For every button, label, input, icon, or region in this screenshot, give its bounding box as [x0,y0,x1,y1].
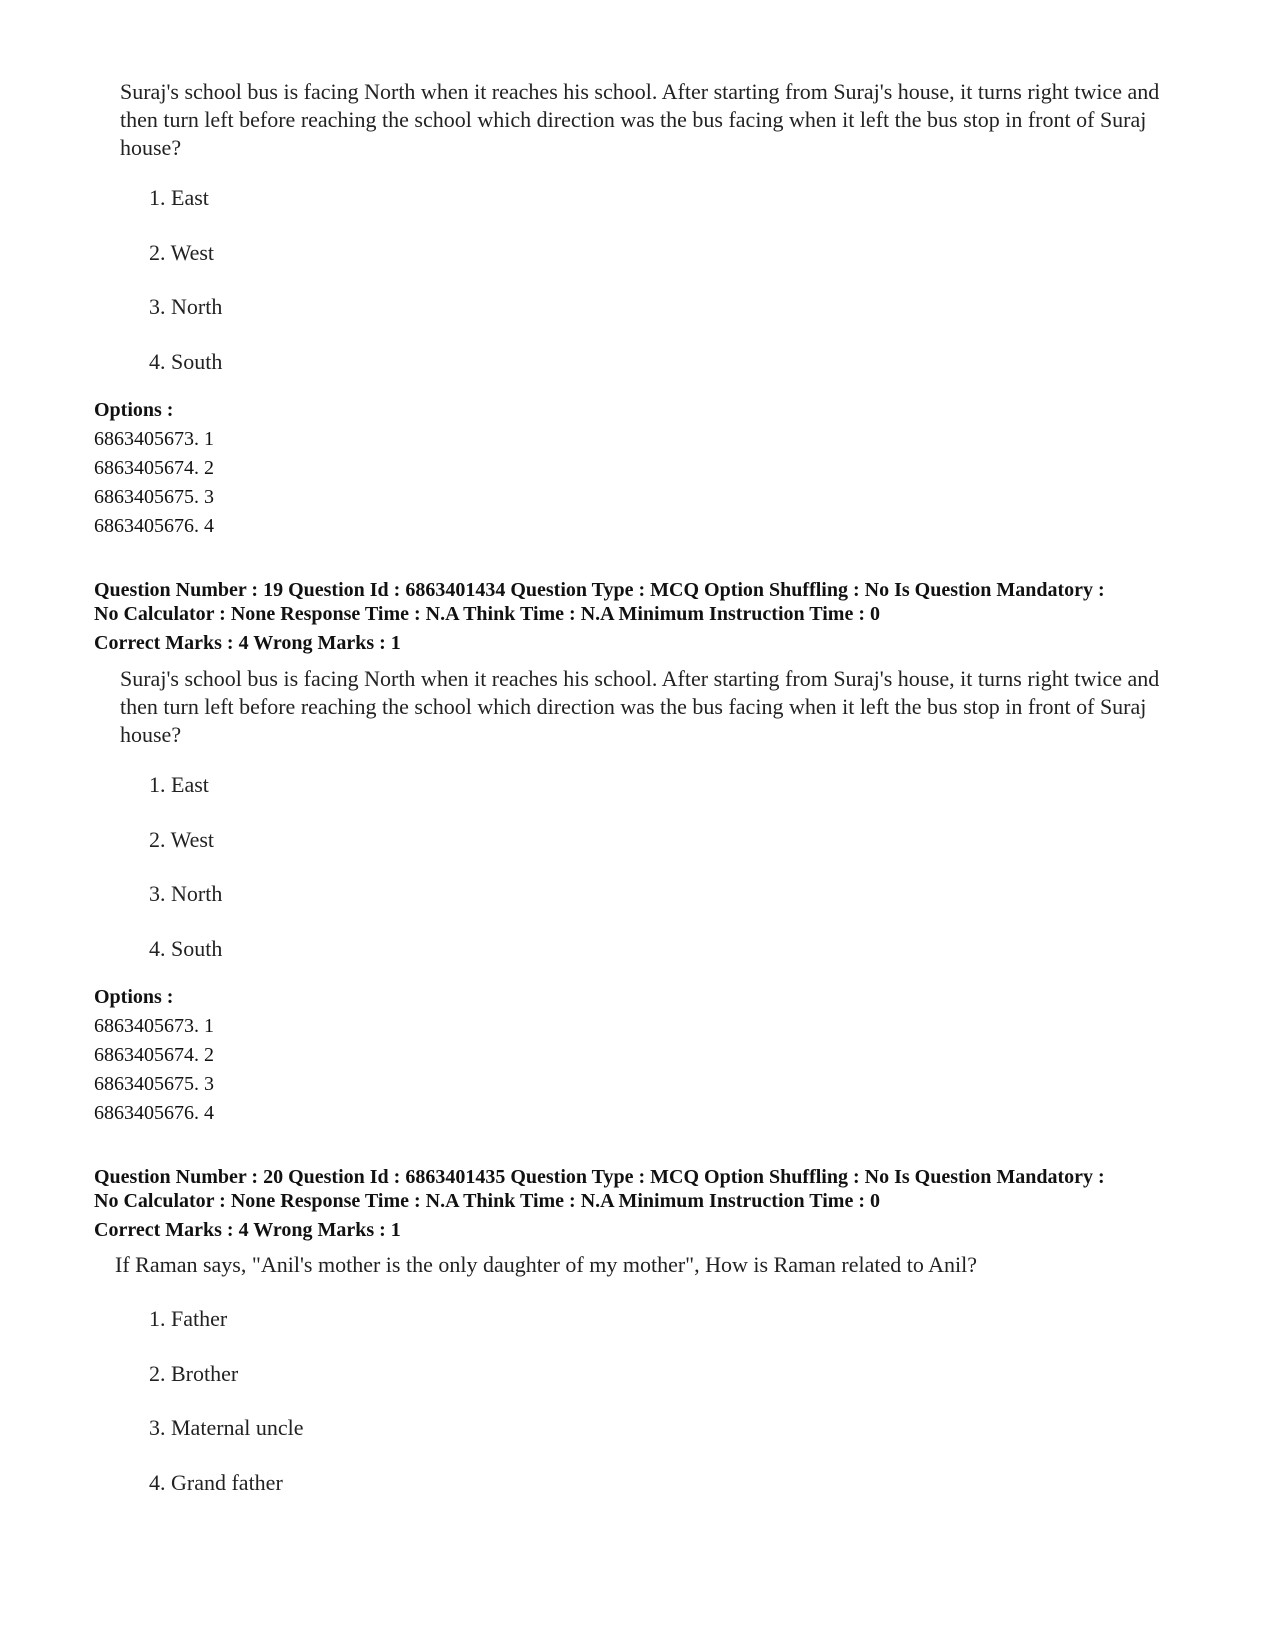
answer-choice: 1. East [149,772,209,797]
question-meta-line: No Calculator : None Response Time : N.A Think Time : N.A Minimum Instruction Time : 0 [94,1190,880,1212]
question-meta-line: Question Number : 20 Question Id : 6863401435 Question Type : MCQ Option Shuffling : No Is Question Mandatory : [94,1166,1105,1188]
answer-choice: 1. East [149,185,209,210]
question-meta [94,1165,1214,1242]
option-id-line: 6863405674. 2 [94,1044,214,1066]
answer-choice: 3. North [149,881,223,906]
question-meta-line: No Calculator : None Response Time : N.A Think Time : N.A Minimum Instruction Time : 0 [94,603,880,625]
option-id-line: 6863405673. 1 [94,1015,214,1037]
answer-choice: 2. West [149,826,215,852]
option-id-line: 6863405673. 1 [94,428,214,450]
options-label: Options : [94,986,174,1008]
question-marks: Correct Marks : 4 Wrong Marks : 1 [94,1219,401,1241]
question-text: Suraj's school bus is facing North when it reaches his school. After starting from Suraj's house, it turns right twice and then turn left before reaching the school which direction was the bus facing when it left the bus stop in front of Suraj house? [120,666,1160,747]
question-meta-line: Question Number : 19 Question Id : 6863401434 Question Type : MCQ Option Shuffling : No Is Question Mandatory : [94,579,1105,601]
question-text: Suraj's school bus is facing North when it reaches his school. After starting from Suraj's house, it turns right twice and then turn left before reaching the school which direction was the bus facing when it left the bus stop in front of Suraj house? [120,79,1160,160]
answer-choice: 1. Father [149,1306,228,1331]
answer-choice: 2. Brother [149,1360,239,1386]
question-text: If Raman says, "Anil's mother is the only daughter of my mother", How is Raman related to Anil? [115,1252,978,1277]
answer-choice: 2. West [149,239,215,265]
options-block [94,983,214,1128]
option-id-line: 6863405675. 3 [94,486,214,508]
answer-choice: 4. South [149,935,223,961]
option-id-line: 6863405676. 4 [94,515,214,537]
answer-choice: 3. Maternal uncle [149,1415,304,1440]
option-id-line: 6863405674. 2 [94,457,214,479]
answer-choice: 3. North [149,294,223,319]
answer-choices [149,1306,304,1524]
option-id-line: 6863405676. 4 [94,1102,214,1124]
answer-choice: 4. Grand father [149,1469,283,1495]
options-block [94,396,214,541]
question-meta [94,578,1214,655]
question-marks: Correct Marks : 4 Wrong Marks : 1 [94,632,401,654]
option-id-line: 6863405675. 3 [94,1073,214,1095]
answer-choices [149,185,222,403]
answer-choices [149,772,222,990]
options-label: Options : [94,399,174,421]
answer-choice: 4. South [149,348,223,374]
